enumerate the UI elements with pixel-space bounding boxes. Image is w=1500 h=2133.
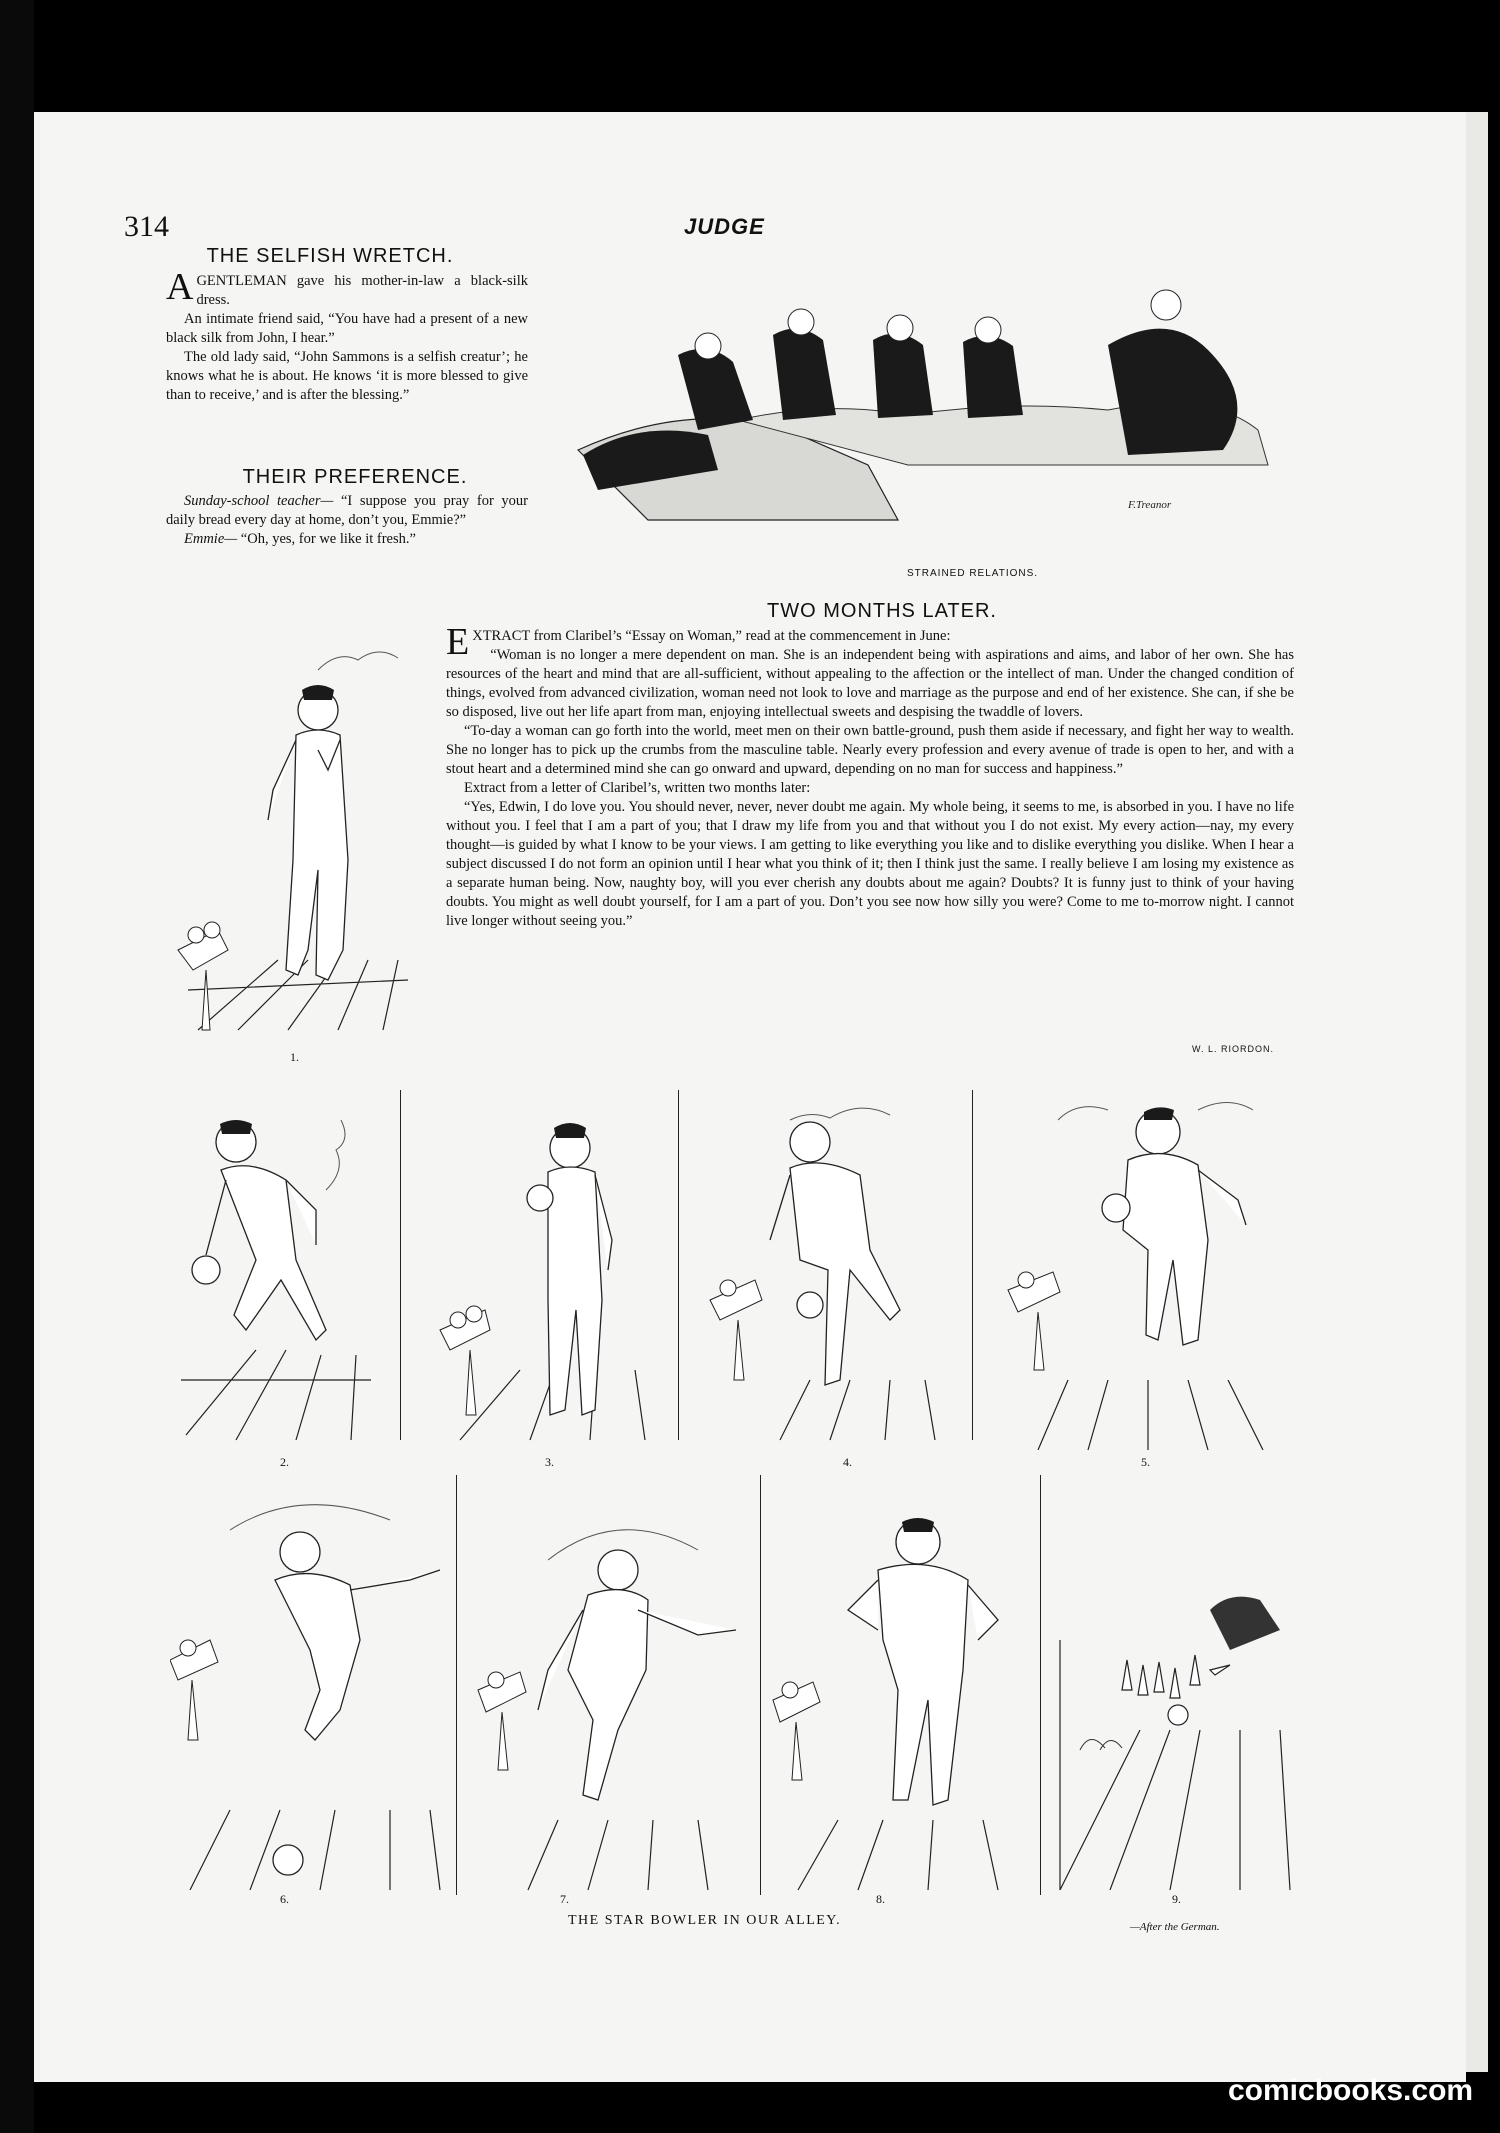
selfish-p1: GENTLEMAN gave his mother-in-law a black-silk dress. xyxy=(196,273,528,308)
panel-label: 9. xyxy=(1172,1892,1181,1906)
after-the-german-credit: —After the German. xyxy=(1130,1921,1220,1933)
their-preference-title: THEIR PREFERENCE. xyxy=(242,466,468,488)
two-months-p3: Extract from a letter of Claribel’s, written two months later: xyxy=(464,780,811,796)
panel-label: 7. xyxy=(560,1892,569,1906)
preference-p1: “I suppose you pray for your daily bread every day at home, don’t you, Emmie?” xyxy=(166,493,528,528)
panel-divider xyxy=(1040,1475,1041,1895)
bowler-panel-8 xyxy=(768,1500,1038,1900)
two-months-p1: “Woman is no longer a mere dependent on man. She is an independent being with aspirations and aims, and labor of her own. She has resources of the heart and mind that are all-sufficient, without appealing to the affection or the intellect of man. Under the changed condition of things, evolved from advanced civilization, woman need not look to love and marriage as the purpose and end of her existence. She can, if she be so disposed, live out her life apart from man, enjoying intellectual sweets and despising the twaddle of lovers. xyxy=(446,647,1294,720)
panel-label: 1. xyxy=(290,1050,299,1064)
two-months-intro: XTRACT from Claribel’s “Essay on Woman,” read at the commencement in June: xyxy=(472,628,951,644)
bowler-panel-5 xyxy=(998,1080,1288,1450)
bowler-panel-9 xyxy=(1050,1520,1300,1890)
panel-divider xyxy=(400,1090,401,1440)
comicbooks-watermark: comicbooks.com xyxy=(1228,2074,1474,2107)
two-months-p2: “To-day a woman can go forth into the world, meet men on their own battle-ground, push them aside if necessary, and fight her way to wealth. She no longer has to pick up the crumbs from the masculine table. Nearly every profession and every avenue of trade is open to her, and with a stout heart and a determined mind she can go onward and upward, depending on no man for success and happiness.” xyxy=(446,723,1294,777)
bowler-panel-4 xyxy=(700,1080,950,1450)
speaker-emmie: Emmie— xyxy=(184,531,238,547)
panel-divider xyxy=(456,1475,457,1895)
panel-label: 8. xyxy=(876,1892,885,1906)
selfish-p3: The old lady said, “John Sammons is a selfish creatur’; he knows what he is about. He knows ‘it is more blessed to give than to receive,’ and is after the blessing.” xyxy=(166,349,528,403)
page-number: 314 xyxy=(124,210,169,243)
panel-divider xyxy=(760,1475,761,1895)
two-months-later-title: TWO MONTHS LATER. xyxy=(767,600,997,622)
speaker-teacher: Sunday-school teacher— xyxy=(184,493,334,509)
panel-label: 5. xyxy=(1141,1455,1150,1469)
bowler-panel-2 xyxy=(176,1080,376,1450)
panel-label: 4. xyxy=(843,1455,852,1469)
adjacent-page-edge xyxy=(1466,112,1488,2072)
preference-p2: “Oh, yes, for we like it fresh.” xyxy=(240,531,416,547)
two-months-later-text xyxy=(446,621,1294,931)
svg-text:F.Treanor: F.Treanor xyxy=(1128,499,1172,511)
strained-relations-caption: STRAINED RELATIONS. xyxy=(907,568,1039,579)
panel-label: 6. xyxy=(280,1892,289,1906)
selfish-p2: An intimate friend said, “You have had a present of a new black silk from John, I hear.” xyxy=(166,311,528,346)
selfish-wretch-text xyxy=(166,266,528,405)
their-preference-text xyxy=(166,492,528,549)
bowler-panel-3 xyxy=(430,1070,660,1450)
panel-label: 2. xyxy=(280,1455,289,1469)
two-months-p4: “Yes, Edwin, I do love you. You should never, never, never doubt me again. My whole being, it seems to me, is absorbed in you. I have no life without you. I feel that I am a part of you; that I draw my life from you and that without you I do not exist. My every action—nay, my every thought—is guided by what I know to be your views. I am getting to like everything you like and to dislike everything you dislike. When I hear a subject discussed I do not form an opinion until I hear what you think of it; then I think just the same. I really believe I am losing my existence as a separate human being. Now, naughty boy, will you ever cherish any doubts about me again? Doubts? It is funny just to think of your having doubts. You might as well doubt yourself, for I am a part of you. Don’t you see now how silly you were? Come to me to-morrow night. I cannot live longer without seeing you.” xyxy=(446,799,1294,929)
scan-border-left xyxy=(0,0,34,2133)
bowler-panel-7 xyxy=(468,1500,748,1900)
bowler-panel-1 xyxy=(168,630,428,1050)
panel-divider xyxy=(972,1090,973,1440)
strained-relations-illustration xyxy=(568,250,1294,560)
bowler-panel-6 xyxy=(170,1490,450,1890)
star-bowler-title: THE STAR BOWLER IN OUR ALLEY. xyxy=(568,1913,842,1928)
panel-divider xyxy=(678,1090,679,1440)
author-credit: W. L. RIORDON. xyxy=(1192,1044,1275,1054)
selfish-wretch-title: THE SELFISH WRETCH. xyxy=(206,245,454,267)
dropcap: A xyxy=(166,266,194,308)
dropcap: E xyxy=(446,621,470,663)
panel-label: 3. xyxy=(545,1455,554,1469)
masthead: JUDGE xyxy=(684,214,765,239)
